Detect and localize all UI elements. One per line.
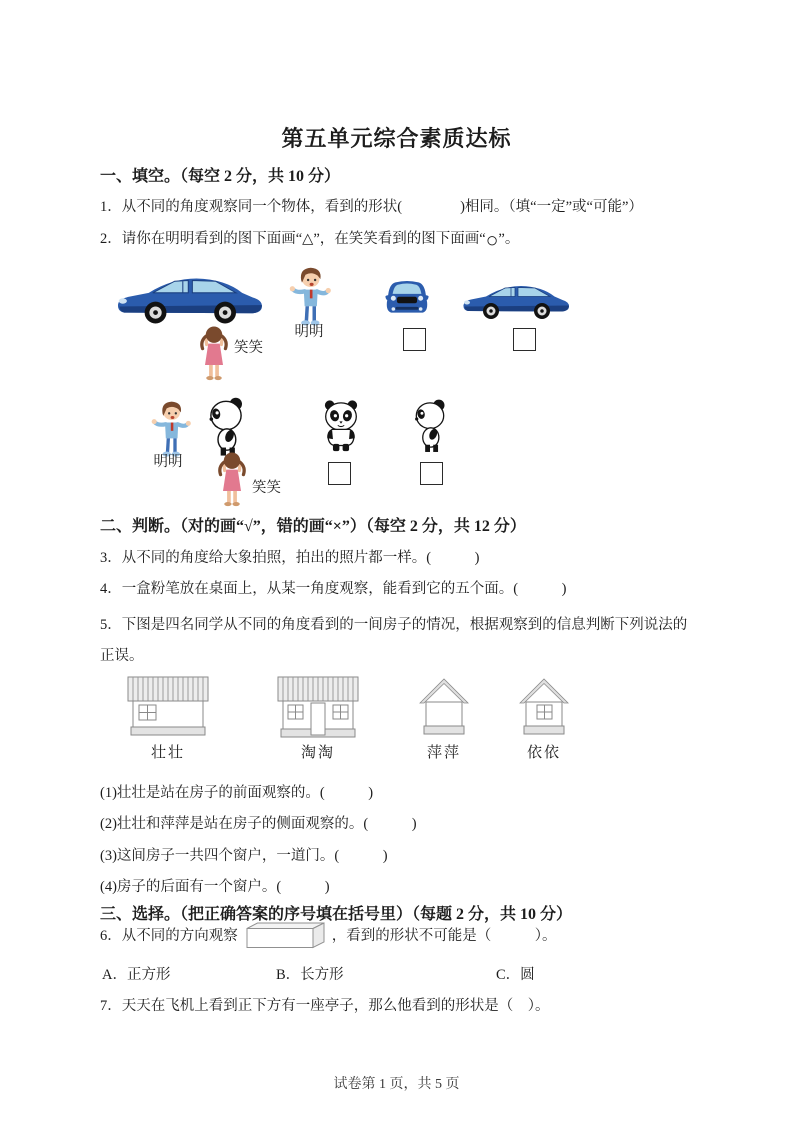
question-2-text-before: 2．请你在明明看到的图下面画“△”，在笑笑看到的图下面画“ bbox=[100, 231, 486, 247]
car-observation-scene bbox=[100, 264, 695, 392]
question-6-options bbox=[100, 963, 695, 985]
question-6-text-before: 6．从不同的方向观察 bbox=[100, 927, 238, 944]
car-side-small-image bbox=[462, 280, 572, 325]
house-label-pingping: 萍萍 bbox=[426, 745, 461, 761]
house-taotao-image bbox=[276, 675, 360, 739]
option-c: C．圆 bbox=[496, 967, 535, 983]
question-3: 3．从不同的角度给大象拍照，拍出的照片都一样。( ) bbox=[100, 550, 480, 566]
question-6 bbox=[100, 922, 557, 949]
girl-xiaoxiao-figure bbox=[214, 450, 250, 509]
boy-label: 明明 bbox=[294, 324, 324, 340]
question-5-sub-4: (4)房子的后面有一个窗户。( ) bbox=[100, 879, 330, 895]
panda-side-small-image bbox=[410, 398, 450, 456]
question-4: 4．一盒粉笔放在桌面上，从某一角度观察，能看到它的五个面。( ) bbox=[100, 581, 567, 597]
cuboid-image bbox=[246, 922, 326, 949]
car-front-image bbox=[384, 278, 430, 317]
girl-label: 笑笑 bbox=[252, 480, 281, 496]
house-zhuangzhuang-image bbox=[126, 675, 210, 737]
page-footer: 试卷第 1 页，共 5 页 bbox=[333, 1077, 460, 1092]
panda-observation-scene bbox=[100, 392, 695, 512]
answer-box-panda-side[interactable] bbox=[420, 462, 443, 485]
house-pingping-image bbox=[418, 677, 470, 739]
house-label-taotao: 淘淘 bbox=[300, 745, 335, 761]
house-yiyi-image bbox=[518, 677, 570, 739]
option-b: B．长方形 bbox=[276, 967, 344, 983]
question-5-sub-2: (2)壮壮和萍萍是站在房子的侧面观察的。( ) bbox=[100, 816, 417, 832]
page-title: 第五单元综合素质达标 bbox=[281, 126, 512, 151]
answer-box-panda-front[interactable] bbox=[328, 462, 351, 485]
question-2-text-after: ”。 bbox=[498, 231, 520, 247]
girl-xiaoxiao-figure bbox=[196, 324, 232, 383]
girl-label: 笑笑 bbox=[234, 340, 263, 356]
question-5: 5．下图是四名同学从不同的角度看到的一间房子的情况，根据观察到的信息判断下列说法的正误。 bbox=[100, 617, 688, 664]
option-a: A．正方形 bbox=[102, 967, 171, 983]
section-fill-heading: 一、填空。（每空 2 分，共 10 分） bbox=[100, 168, 341, 185]
panda-front-image bbox=[320, 398, 362, 456]
house-label-yiyi: 依依 bbox=[526, 745, 561, 761]
question-6-text-after: ，看到的形状不可能是（ ）。 bbox=[331, 927, 557, 944]
answer-box-car-front[interactable] bbox=[403, 328, 426, 351]
house-label-zhuangzhuang: 壮壮 bbox=[150, 745, 185, 761]
boy-label: 明明 bbox=[153, 454, 183, 470]
question-1: 1．从不同的角度观察同一个物体，看到的形状( )相同。（填“一定”或“可能”） bbox=[100, 199, 643, 215]
question-5-sub-3: (3)这间房子一共四个窗户，一道门。( ) bbox=[100, 848, 388, 864]
houses-figure-row bbox=[100, 671, 695, 763]
question-2: 2．请你在明明看到的图下面画“△”，在笑笑看到的图下面画“○”。 bbox=[100, 228, 520, 252]
question-5-sub-1: (1)壮壮是站在房子的前面观察的。( ) bbox=[100, 785, 374, 801]
answer-box-car-side[interactable] bbox=[513, 328, 536, 351]
section-choice-heading: 三、选择。（把正确答案的序号填在括号里）（每题 2 分，共 10 分） bbox=[100, 906, 573, 923]
question-7: 7．天天在飞机上看到正下方有一座亭子，那么他看到的形状是（ ）。 bbox=[100, 998, 550, 1014]
section-judge-heading: 二、判断。（对的画“√”，错的画“×”）（每空 2 分，共 12 分） bbox=[100, 518, 526, 535]
car-side-large-image bbox=[116, 270, 266, 332]
